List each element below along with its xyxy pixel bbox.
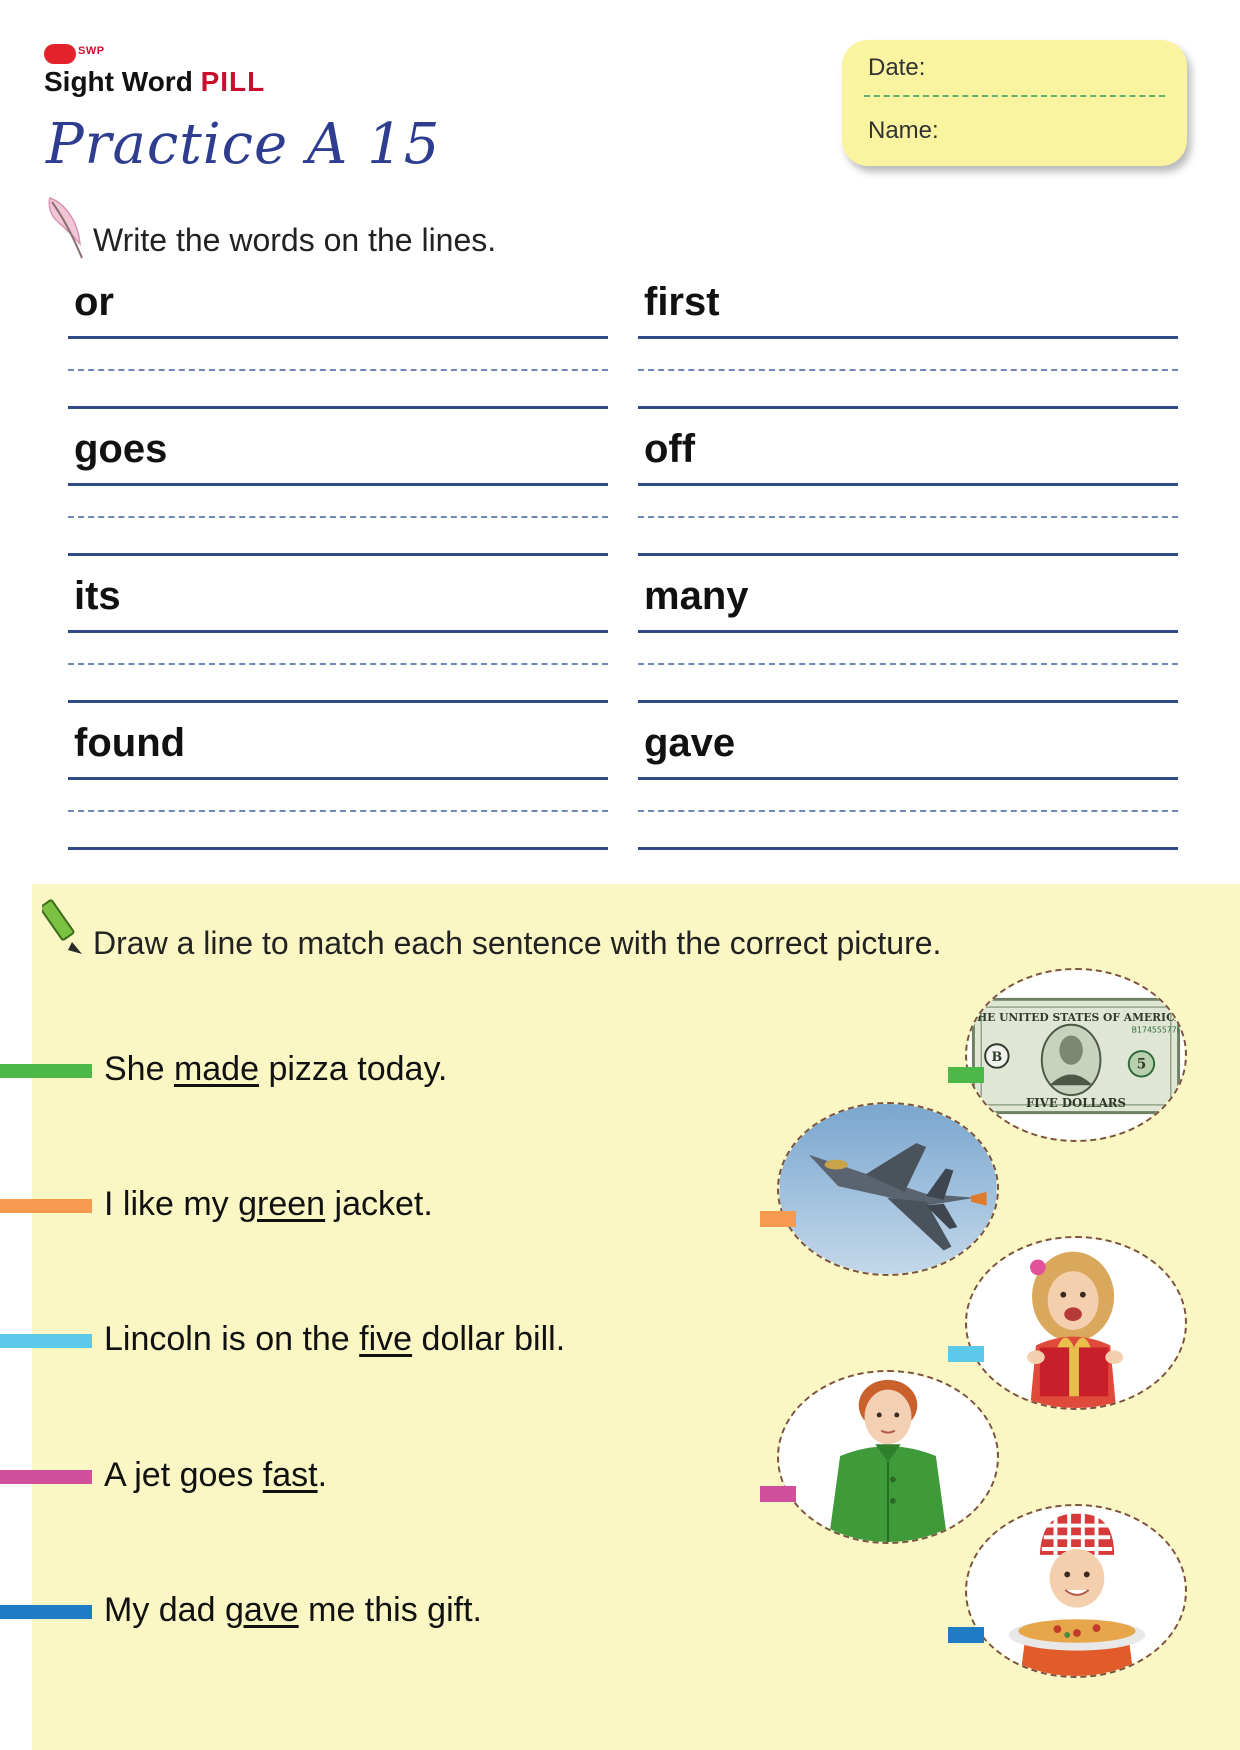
picture-marker-4[interactable] <box>760 1486 796 1502</box>
picture-girl-with-pizza[interactable] <box>965 1504 1187 1678</box>
writing-line-mid <box>68 369 608 371</box>
writing-line-mid <box>638 810 1178 812</box>
brand-name-prefix: Sight Word <box>44 66 201 97</box>
writing-line-top <box>68 630 608 633</box>
word-block-off[interactable] <box>638 419 1178 584</box>
sentence-marker-1[interactable] <box>0 1064 92 1078</box>
pencil-icon <box>42 898 90 960</box>
date-name-card <box>842 40 1187 166</box>
writing-line-mid <box>68 663 608 665</box>
bill-bottom-text: FIVE DOLLARS <box>1025 1095 1127 1110</box>
sight-word: off <box>644 427 696 471</box>
sentence-4: A jet goes fast. <box>104 1456 328 1494</box>
writing-line-base <box>68 847 608 850</box>
matching-instruction: Draw a line to match each sentence with the correct picture. <box>93 925 942 961</box>
sight-word: gave <box>644 721 736 765</box>
underlined-word: fast <box>262 1456 318 1494</box>
writing-line-mid <box>68 516 608 518</box>
girl-with-pizza-image <box>967 1506 1185 1676</box>
brand-name <box>44 66 265 98</box>
bill-corner-value: 5 <box>1136 1056 1147 1073</box>
date-label: Date: <box>868 54 926 81</box>
bill-top-text: THE UNITED STATES OF AMERICA <box>969 1010 1183 1024</box>
sight-word: first <box>644 280 720 324</box>
word-block-found[interactable] <box>68 713 608 878</box>
writing-line-base <box>638 700 1178 703</box>
sentence-5: My dad gave me this gift. <box>104 1591 482 1629</box>
writing-line-mid <box>638 516 1178 518</box>
sight-word: found <box>74 721 186 765</box>
pill-icon <box>44 44 76 64</box>
bill-serial: B17455577F <box>1131 1025 1182 1035</box>
sight-word: goes <box>74 427 168 471</box>
bill-seal-letter: B <box>991 1048 1003 1064</box>
underlined-word: green <box>238 1185 326 1223</box>
writing-line-top <box>68 483 608 486</box>
picture-girl-with-gift[interactable] <box>965 1236 1187 1410</box>
word-block-gave[interactable] <box>638 713 1178 878</box>
sight-word: or <box>74 280 114 324</box>
underlined-word: five <box>359 1320 413 1358</box>
word-block-many[interactable] <box>638 566 1178 731</box>
sight-word: its <box>74 574 121 618</box>
writing-line-top <box>68 336 608 339</box>
writing-line-base <box>68 406 608 409</box>
sentence-marker-2[interactable] <box>0 1199 92 1213</box>
sentence-2: I like my green jacket. <box>104 1185 433 1223</box>
picture-marker-1[interactable] <box>948 1067 984 1083</box>
writing-line-base <box>68 700 608 703</box>
name-label: Name: <box>868 117 939 144</box>
picture-marker-2[interactable] <box>760 1211 796 1227</box>
fighter-jet-image <box>779 1104 997 1274</box>
picture-marker-5[interactable] <box>948 1627 984 1643</box>
writing-line-mid <box>638 663 1178 665</box>
writing-line-mid <box>638 369 1178 371</box>
writing-line-top <box>638 777 1178 780</box>
sentence-3: Lincoln is on the five dollar bill. <box>104 1320 566 1358</box>
sentence-1: She made pizza today. <box>104 1050 448 1088</box>
writing-instruction: Write the words on the lines. <box>93 222 497 258</box>
picture-boy-green-jacket[interactable] <box>777 1370 999 1544</box>
writing-line-base <box>638 847 1178 850</box>
card-divider <box>864 95 1165 97</box>
writing-line-mid <box>68 810 608 812</box>
dollar-bill-image <box>967 970 1185 1140</box>
feather-icon <box>44 196 88 262</box>
writing-line-base <box>68 553 608 556</box>
sentence-marker-4[interactable] <box>0 1470 92 1484</box>
underlined-word: gave <box>224 1591 299 1629</box>
boy-green-jacket-image <box>779 1372 997 1542</box>
writing-line-top <box>68 777 608 780</box>
word-block-goes[interactable] <box>68 419 608 584</box>
sentence-marker-5[interactable] <box>0 1605 92 1619</box>
writing-line-top <box>638 630 1178 633</box>
sight-word: many <box>644 574 749 618</box>
word-block-first[interactable] <box>638 272 1178 437</box>
picture-fighter-jet[interactable] <box>777 1102 999 1276</box>
picture-five-dollar-bill[interactable] <box>965 968 1187 1142</box>
writing-line-base <box>638 553 1178 556</box>
writing-line-top <box>638 336 1178 339</box>
picture-marker-3[interactable] <box>948 1346 984 1362</box>
girl-with-gift-image <box>967 1238 1185 1408</box>
word-block-or[interactable] <box>68 272 608 437</box>
sentence-marker-3[interactable] <box>0 1334 92 1348</box>
writing-line-top <box>638 483 1178 486</box>
word-block-its[interactable] <box>68 566 608 731</box>
page-title: Practice A 15 <box>46 112 441 177</box>
writing-line-base <box>638 406 1178 409</box>
brand-tag: SWP <box>78 45 105 57</box>
underlined-word: made <box>173 1050 260 1088</box>
brand-name-highlight: PILL <box>200 66 266 97</box>
